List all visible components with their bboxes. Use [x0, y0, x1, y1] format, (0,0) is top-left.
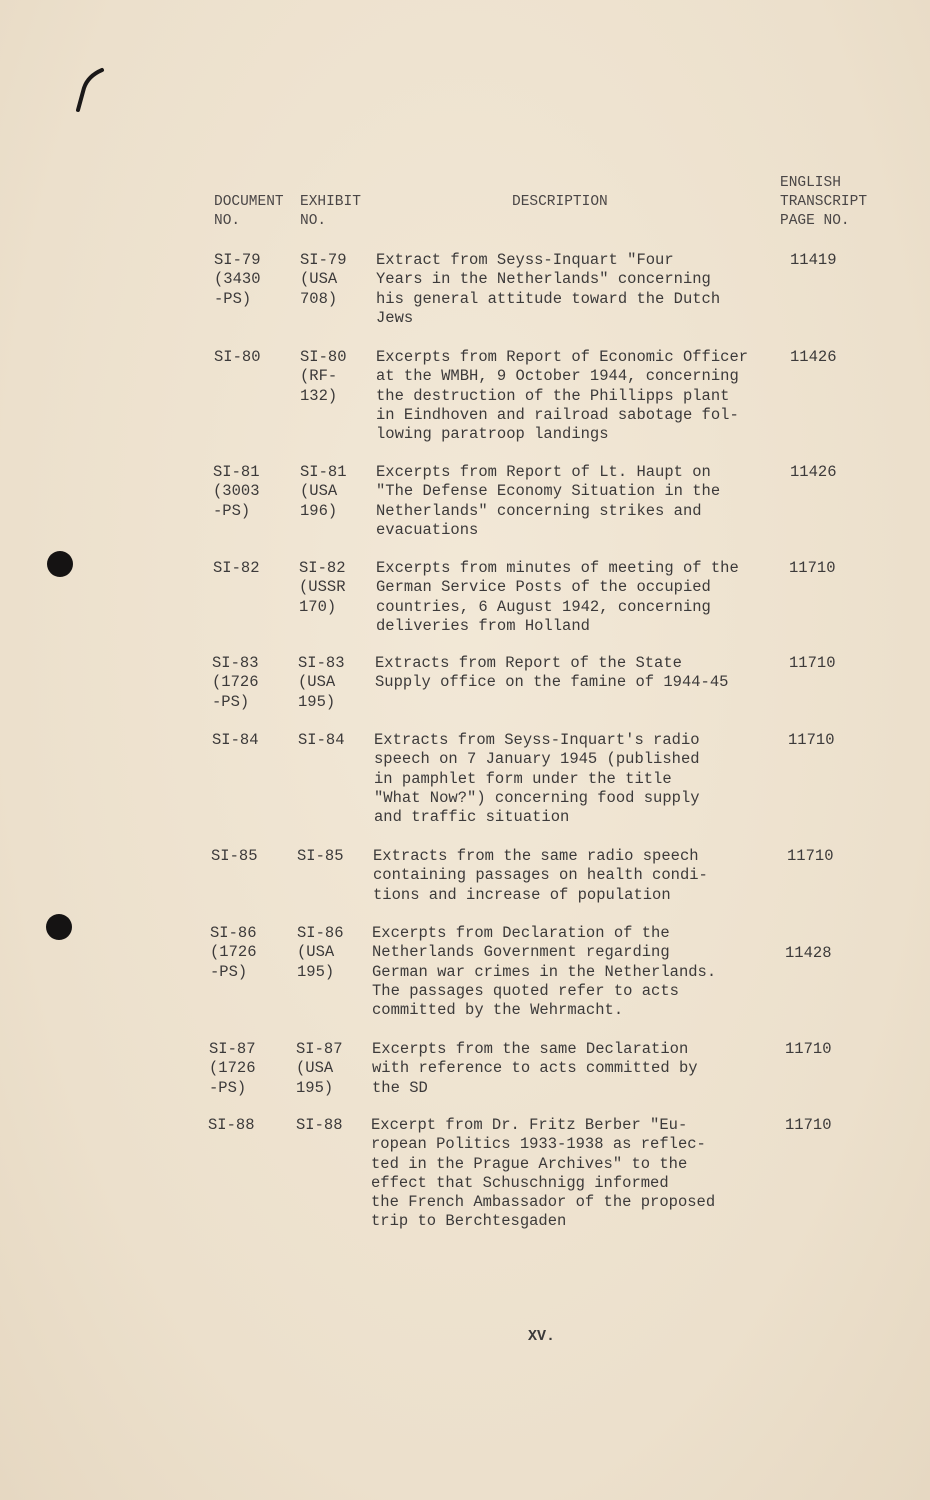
- exhibit-no: SI-88: [296, 1116, 343, 1134]
- exhibit-no: SI-84: [298, 731, 345, 749]
- document-no: SI-79 (3430 -PS): [214, 251, 261, 308]
- exhibit-no: SI-82 (USSR 170): [299, 559, 346, 616]
- header-page-no-label: PAGE NO.: [780, 213, 850, 229]
- header-exhibit-no-label: NO.: [300, 213, 327, 229]
- description: Extracts from the same radio speech containing passages on health condi- tions and increase of population: [373, 847, 708, 904]
- document-no: SI-86 (1726 -PS): [210, 924, 257, 981]
- description: Excerpt from Dr. Fritz Berber "Eu- ropean Politics 1933-1938 as reflec- ted in the Prague Archives" to the effect that Schuschnigg informed the French Ambassador of the proposed trip to Berchtesgaden: [371, 1116, 716, 1231]
- description: Excerpts from Report of Economic Officer at the WMBH, 9 October 1944, concerning the destruction of the Phillipps plant in Eindhoven and railroad sabotage fol- lowing paratroop landings: [376, 348, 749, 444]
- page-number: XV.: [528, 1328, 556, 1345]
- header-exhibit-label: EXHIBIT: [300, 194, 361, 210]
- description: Excerpts from minutes of meeting of the German Service Posts of the occupied countries, 6 August 1942, concerning deliveries from Holland: [376, 559, 739, 635]
- exhibit-no: SI-86 (USA 195): [297, 924, 344, 981]
- header-english-label: ENGLISH: [780, 175, 841, 191]
- punch-hole: [47, 551, 73, 577]
- transcript-page: 11710: [785, 1040, 832, 1058]
- exhibit-no: SI-83 (USA 195): [298, 654, 345, 711]
- transcript-page: 11710: [789, 654, 836, 672]
- header-document-no-label: NO.: [214, 213, 241, 229]
- header-document-no: [214, 193, 284, 231]
- document-no: SI-85: [211, 847, 258, 865]
- transcript-page: 11428: [785, 944, 832, 962]
- transcript-page: 11419: [790, 251, 837, 269]
- document-no: SI-81 (3003 -PS): [213, 463, 260, 520]
- document-no: SI-87 (1726 -PS): [209, 1040, 256, 1097]
- header-transcript-page: [780, 174, 890, 231]
- exhibit-no: SI-80 (RF- 132): [300, 348, 347, 405]
- document-no: SI-83 (1726 -PS): [212, 654, 259, 711]
- exhibit-no: SI-79 (USA 708): [300, 251, 347, 308]
- description: Excerpts from Report of Lt. Haupt on "The Defense Economy Situation in the Netherlands" concerning strikes and evacuations: [376, 463, 721, 539]
- document-no: SI-82: [213, 559, 260, 577]
- exhibit-no: SI-85: [297, 847, 344, 865]
- description: Excerpts from the same Declaration with reference to acts committed by the SD: [372, 1040, 698, 1097]
- transcript-page: 11426: [790, 463, 837, 481]
- document-no: SI-84: [212, 731, 259, 749]
- document-no: SI-80: [214, 348, 261, 366]
- header-description: DESCRIPTION: [512, 194, 608, 210]
- pen-mark: [72, 66, 112, 114]
- description: Extracts from Report of the State Supply office on the famine of 1944-45: [375, 654, 729, 692]
- header-transcript-label: TRANSCRIPT: [780, 194, 868, 210]
- header-exhibit-no: [300, 193, 361, 231]
- description: Excerpts from Declaration of the Netherlands Government regarding German war crimes in the Netherlands. The passages quoted refer to acts committed by the Wehrmacht.: [372, 924, 717, 1020]
- description: Extracts from Seyss-Inquart's radio speech on 7 January 1945 (published in pamphlet form under the title "What Now?") concerning food supply and traffic situation: [374, 731, 700, 827]
- transcript-page: 11710: [789, 559, 836, 577]
- exhibit-no: SI-81 (USA 196): [300, 463, 347, 520]
- document-no: SI-88: [208, 1116, 255, 1134]
- header-document-label: DOCUMENT: [214, 194, 284, 210]
- punch-hole: [46, 914, 72, 940]
- transcript-page: 11426: [790, 348, 837, 366]
- transcript-page: 11710: [788, 731, 835, 749]
- description: Extract from Seyss-Inquart "Four Years in the Netherlands" concerning his general attitude toward the Dutch Jews: [376, 251, 721, 327]
- exhibit-no: SI-87 (USA 195): [296, 1040, 343, 1097]
- transcript-page: 11710: [785, 1116, 832, 1134]
- transcript-page: 11710: [787, 847, 834, 865]
